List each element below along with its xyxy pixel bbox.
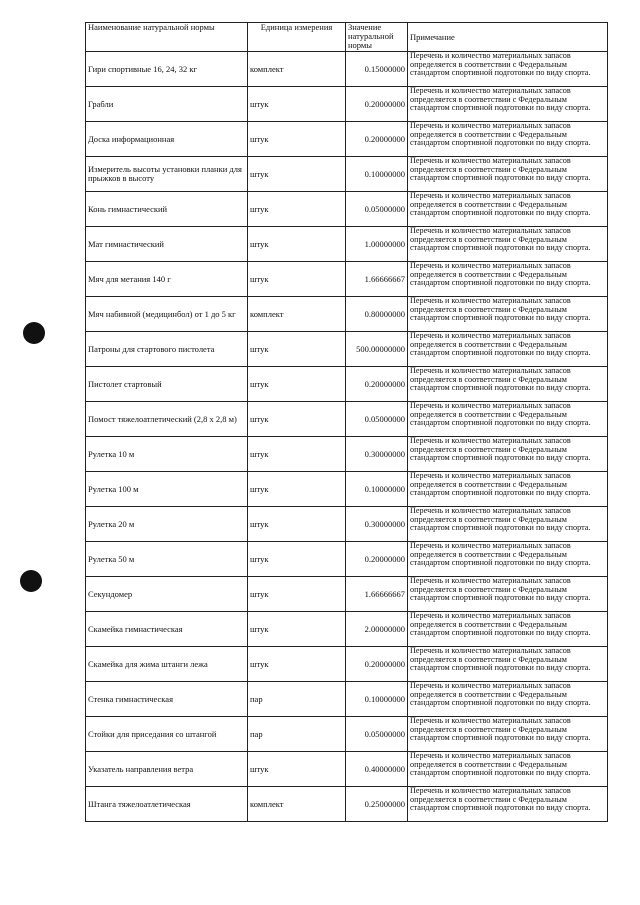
table-row — [86, 717, 608, 752]
table-header-row — [86, 23, 608, 52]
unit-cell: штук — [248, 87, 346, 122]
value-cell: 0.80000000 — [346, 297, 408, 332]
unit-cell: штук — [248, 577, 346, 612]
value-cell: 2.00000000 — [346, 612, 408, 647]
table-row — [86, 472, 608, 507]
item-name-cell: Измеритель высоты установки планки для прыжков в высоту — [86, 157, 248, 192]
item-name-cell: Пистолет стартовый — [86, 367, 248, 402]
item-name-cell: Мат гимнастический — [86, 227, 248, 262]
table-row — [86, 227, 608, 262]
unit-cell: штук — [248, 332, 346, 367]
value-cell: 0.40000000 — [346, 752, 408, 787]
header-unit: Единица измерения — [248, 23, 346, 52]
unit-cell: штук — [248, 122, 346, 157]
table-row — [86, 157, 608, 192]
value-cell: 0.25000000 — [346, 787, 408, 822]
item-name-cell: Скамейка гимнастическая — [86, 612, 248, 647]
note-cell: Перечень и количество материальных запасов определяется в соответствии с Федеральным стандартом спортивной подготовки по виду спорта. — [408, 647, 608, 682]
table-row — [86, 367, 608, 402]
table-row — [86, 262, 608, 297]
punch-hole-mark — [20, 570, 42, 592]
note-cell: Перечень и количество материальных запасов определяется в соответствии с Федеральным стандартом спортивной подготовки по виду спорта. — [408, 332, 608, 367]
unit-cell: комплект — [248, 297, 346, 332]
value-cell: 0.05000000 — [346, 717, 408, 752]
unit-cell: штук — [248, 647, 346, 682]
note-cell: Перечень и количество материальных запасов определяется в соответствии с Федеральным стандартом спортивной подготовки по виду спорта. — [408, 787, 608, 822]
value-cell: 0.15000000 — [346, 52, 408, 87]
unit-cell: комплект — [248, 787, 346, 822]
note-cell: Перечень и количество материальных запасов определяется в соответствии с Федеральным стандартом спортивной подготовки по виду спорта. — [408, 507, 608, 542]
note-cell: Перечень и количество материальных запасов определяется в соответствии с Федеральным стандартом спортивной подготовки по виду спорта. — [408, 122, 608, 157]
note-cell: Перечень и количество материальных запасов определяется в соответствии с Федеральным стандартом спортивной подготовки по виду спорта. — [408, 262, 608, 297]
unit-cell: пар — [248, 682, 346, 717]
value-cell: 0.20000000 — [346, 647, 408, 682]
note-cell: Перечень и количество материальных запасов определяется в соответствии с Федеральным стандартом спортивной подготовки по виду спорта. — [408, 612, 608, 647]
item-name-cell: Стойки для приседания со штангой — [86, 717, 248, 752]
table-body — [86, 52, 608, 822]
note-cell: Перечень и количество материальных запасов определяется в соответствии с Федеральным стандартом спортивной подготовки по виду спорта. — [408, 577, 608, 612]
item-name-cell: Штанга тяжелоатлетическая — [86, 787, 248, 822]
note-cell: Перечень и количество материальных запасов определяется в соответствии с Федеральным стандартом спортивной подготовки по виду спорта. — [408, 157, 608, 192]
note-cell: Перечень и количество материальных запасов определяется в соответствии с Федеральным стандартом спортивной подготовки по виду спорта. — [408, 227, 608, 262]
header-value: Значение натуральной нормы — [346, 23, 408, 52]
value-cell: 1.66666667 — [346, 262, 408, 297]
value-cell: 0.20000000 — [346, 367, 408, 402]
table-row — [86, 122, 608, 157]
header-name: Наименование натуральной нормы — [86, 23, 248, 52]
value-cell: 1.00000000 — [346, 227, 408, 262]
unit-cell: штук — [248, 542, 346, 577]
item-name-cell: Стенка гимнастическая — [86, 682, 248, 717]
unit-cell: штук — [248, 752, 346, 787]
unit-cell: штук — [248, 157, 346, 192]
table-row — [86, 297, 608, 332]
note-cell: Перечень и количество материальных запасов определяется в соответствии с Федеральным стандартом спортивной подготовки по виду спорта. — [408, 52, 608, 87]
note-cell: Перечень и количество материальных запасов определяется в соответствии с Федеральным стандартом спортивной подготовки по виду спорта. — [408, 192, 608, 227]
table-row — [86, 402, 608, 437]
item-name-cell: Мяч для метания 140 г — [86, 262, 248, 297]
note-cell: Перечень и количество материальных запасов определяется в соответствии с Федеральным стандартом спортивной подготовки по виду спорта. — [408, 752, 608, 787]
value-cell: 0.30000000 — [346, 507, 408, 542]
note-cell: Перечень и количество материальных запасов определяется в соответствии с Федеральным стандартом спортивной подготовки по виду спорта. — [408, 297, 608, 332]
item-name-cell: Скамейка для жима штанги лежа — [86, 647, 248, 682]
note-cell: Перечень и количество материальных запасов определяется в соответствии с Федеральным стандартом спортивной подготовки по виду спорта. — [408, 472, 608, 507]
unit-cell: штук — [248, 612, 346, 647]
table-row — [86, 787, 608, 822]
item-name-cell: Патроны для стартового пистолета — [86, 332, 248, 367]
value-cell: 0.10000000 — [346, 682, 408, 717]
item-name-cell: Указатель направления ветра — [86, 752, 248, 787]
note-cell: Перечень и количество материальных запасов определяется в соответствии с Федеральным стандартом спортивной подготовки по виду спорта. — [408, 402, 608, 437]
unit-cell: штук — [248, 262, 346, 297]
item-name-cell: Конь гимнастический — [86, 192, 248, 227]
item-name-cell: Рулетка 100 м — [86, 472, 248, 507]
unit-cell: штук — [248, 472, 346, 507]
natural-norms-table — [85, 22, 608, 822]
table-row — [86, 332, 608, 367]
item-name-cell: Рулетка 50 м — [86, 542, 248, 577]
note-cell: Перечень и количество материальных запасов определяется в соответствии с Федеральным стандартом спортивной подготовки по виду спорта. — [408, 87, 608, 122]
note-cell: Перечень и количество материальных запасов определяется в соответствии с Федеральным стандартом спортивной подготовки по виду спорта. — [408, 367, 608, 402]
item-name-cell: Мяч набивной (медицинбол) от 1 до 5 кг — [86, 297, 248, 332]
value-cell: 0.20000000 — [346, 87, 408, 122]
unit-cell: комплект — [248, 52, 346, 87]
table-row — [86, 542, 608, 577]
value-cell: 0.20000000 — [346, 542, 408, 577]
item-name-cell: Помост тяжелоатлетический (2,8 х 2,8 м) — [86, 402, 248, 437]
value-cell: 0.20000000 — [346, 122, 408, 157]
note-cell: Перечень и количество материальных запасов определяется в соответствии с Федеральным стандартом спортивной подготовки по виду спорта. — [408, 437, 608, 472]
value-cell: 0.10000000 — [346, 157, 408, 192]
item-name-cell: Гири спортивные 16, 24, 32 кг — [86, 52, 248, 87]
table-row — [86, 192, 608, 227]
table-row — [86, 682, 608, 717]
punch-hole-mark — [23, 322, 45, 344]
value-cell: 0.05000000 — [346, 402, 408, 437]
table-row — [86, 752, 608, 787]
unit-cell: пар — [248, 717, 346, 752]
table-row — [86, 647, 608, 682]
unit-cell: штук — [248, 507, 346, 542]
value-cell: 500.00000000 — [346, 332, 408, 367]
value-cell: 0.10000000 — [346, 472, 408, 507]
item-name-cell: Грабли — [86, 87, 248, 122]
table-row — [86, 52, 608, 87]
item-name-cell: Рулетка 20 м — [86, 507, 248, 542]
value-cell: 0.05000000 — [346, 192, 408, 227]
table-row — [86, 437, 608, 472]
item-name-cell: Секундомер — [86, 577, 248, 612]
note-cell: Перечень и количество материальных запасов определяется в соответствии с Федеральным стандартом спортивной подготовки по виду спорта. — [408, 682, 608, 717]
item-name-cell: Рулетка 10 м — [86, 437, 248, 472]
item-name-cell: Доска информационная — [86, 122, 248, 157]
header-note: Примечание — [408, 23, 608, 52]
table-row — [86, 577, 608, 612]
table-row — [86, 612, 608, 647]
unit-cell: штук — [248, 227, 346, 262]
table-row — [86, 87, 608, 122]
unit-cell: штук — [248, 402, 346, 437]
value-cell: 0.30000000 — [346, 437, 408, 472]
table-row — [86, 507, 608, 542]
value-cell: 1.66666667 — [346, 577, 408, 612]
note-cell: Перечень и количество материальных запасов определяется в соответствии с Федеральным стандартом спортивной подготовки по виду спорта. — [408, 717, 608, 752]
unit-cell: штук — [248, 367, 346, 402]
unit-cell: штук — [248, 437, 346, 472]
note-cell: Перечень и количество материальных запасов определяется в соответствии с Федеральным стандартом спортивной подготовки по виду спорта. — [408, 542, 608, 577]
unit-cell: штук — [248, 192, 346, 227]
